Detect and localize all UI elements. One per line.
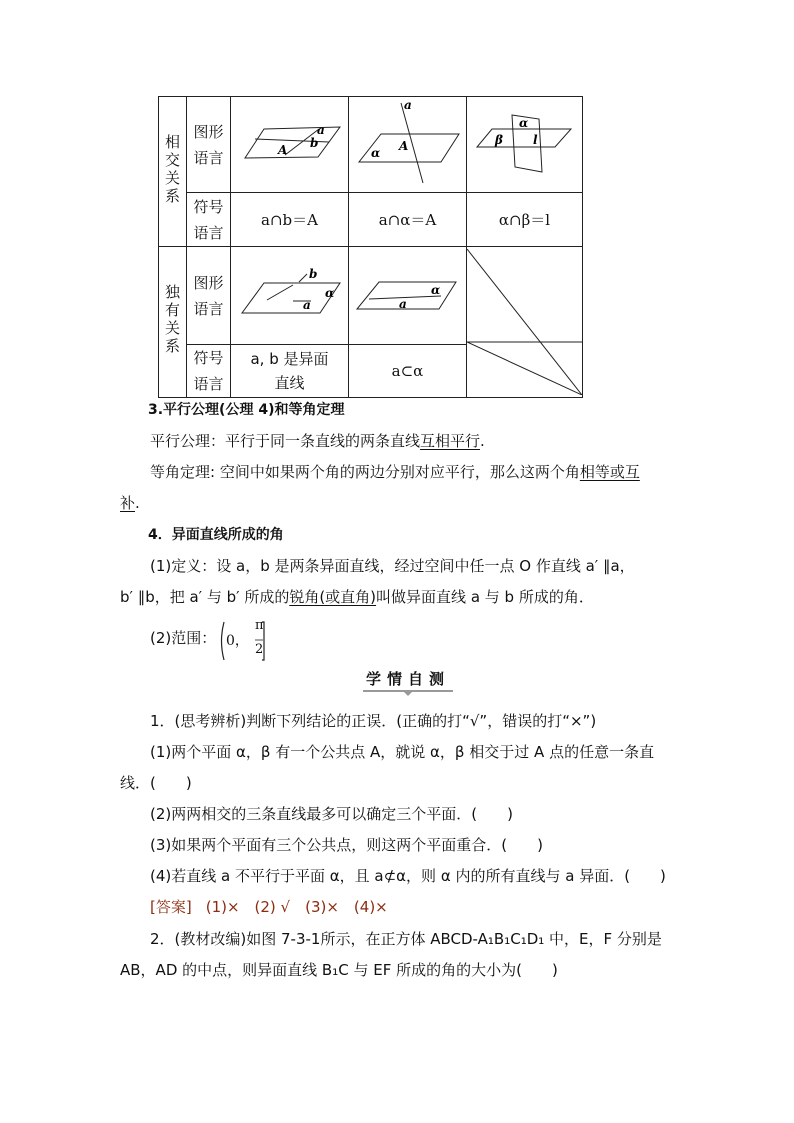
parallel-axiom: 平行公理：平行于同一条直线的两条直线互相平行. — [150, 432, 485, 450]
figure-skew-lines — [231, 247, 349, 345]
definition-line2: b′ ∥b，把 a′ 与 b′ 所成的锐角(或直角)叫做异面直线 a 与 b 所成的角． — [120, 588, 594, 606]
answer-tag: [答案] — [150, 898, 192, 916]
figure-two-planes-intersect — [467, 97, 583, 193]
q1-item1-line1: (1)两个平面 α，β 有一个公共点 A，就说 α，β 相交于过 A 点的任意一条直 — [150, 743, 655, 761]
range-interval: 0， π 2 — [218, 616, 268, 666]
svg-text:α: α — [371, 146, 381, 160]
self-test-badge: 学情自测 — [363, 668, 453, 696]
section4-heading: 4．异面直线所成的角 — [148, 527, 284, 543]
svg-text:a: a — [303, 298, 311, 312]
q2-line2: AB，AD 的中点，则异面直线 B₁C 与 EF 所成的角的大小为( ) — [120, 961, 558, 979]
empty-diagonal-cell — [467, 247, 583, 398]
figure-line-plane-intersect — [349, 97, 467, 193]
graph-label: 图形语言 — [187, 247, 231, 345]
svg-text:A: A — [278, 143, 288, 157]
graph-label: 图形语言 — [187, 97, 231, 193]
svg-text:α: α — [325, 286, 335, 300]
category-intersect: 相交关系 — [159, 97, 187, 247]
equal-angle-theorem-cont: 补. — [120, 494, 140, 512]
q1-item2: (2)两两相交的三条直线最多可以确定三个平面．( ) — [150, 805, 513, 823]
definition-line1: (1)定义：设 a，b 是两条异面直线，经过空间中任一点 O 作直线 a′ ∥a， — [150, 557, 635, 575]
symbol-cell: α∩β＝l — [467, 193, 583, 247]
q1-answer: [答案] (1)× (2) √ (3)× (4)× — [150, 898, 388, 916]
symbol-label: 符号语言 — [187, 345, 231, 398]
symbol-cell: a⊂α — [349, 345, 467, 398]
svg-text:a: a — [317, 123, 325, 137]
triangle-down-icon — [402, 690, 414, 696]
q1-item3: (3)如果两个平面有三个公共点，则这两个平面重合．( ) — [150, 836, 543, 854]
relations-table — [158, 96, 583, 398]
section3-heading: 3.平行公理(公理 4)和等角定理 — [148, 402, 345, 418]
svg-text:β: β — [495, 133, 503, 147]
symbol-label: 符号语言 — [187, 193, 231, 247]
svg-text:b: b — [310, 136, 319, 150]
svg-text:A: A — [399, 139, 409, 153]
figure-line-in-plane — [349, 247, 467, 345]
svg-text:α: α — [519, 116, 529, 130]
svg-text:a: a — [399, 297, 407, 311]
figure-two-lines-intersect — [231, 97, 349, 193]
svg-text:a: a — [404, 98, 412, 112]
q1-stem: 1．(思考辨析)判断下列结论的正误．(正确的打“√”，错误的打“×”) — [150, 712, 597, 730]
symbol-cell: a∩α＝A — [349, 193, 467, 247]
svg-text:α: α — [431, 283, 441, 297]
symbol-cell: a, b 是异面直线 — [231, 345, 349, 398]
category-unique: 独有关系 — [159, 247, 187, 398]
q1-item4: (4)若直线 a 不平行于平面 α，且 a⊄α，则 α 内的所有直线与 a 异面．( ) — [150, 867, 666, 885]
symbol-cell: a∩b＝A — [231, 193, 349, 247]
q2-line1: 2．(教材改编)如图 7-3-1所示，在正方体 ABCD-A₁B₁C₁D₁ 中，E，F 分别是 — [150, 930, 662, 948]
svg-text:b: b — [309, 267, 318, 281]
equal-angle-theorem: 等角定理: 空间中如果两个角的两边分别对应平行，那么这两个角相等或互 — [150, 463, 640, 481]
svg-text:l: l — [533, 133, 538, 147]
q1-item1-line2: 线．( ) — [120, 774, 192, 792]
range-label: (2)范围： — [150, 629, 217, 647]
